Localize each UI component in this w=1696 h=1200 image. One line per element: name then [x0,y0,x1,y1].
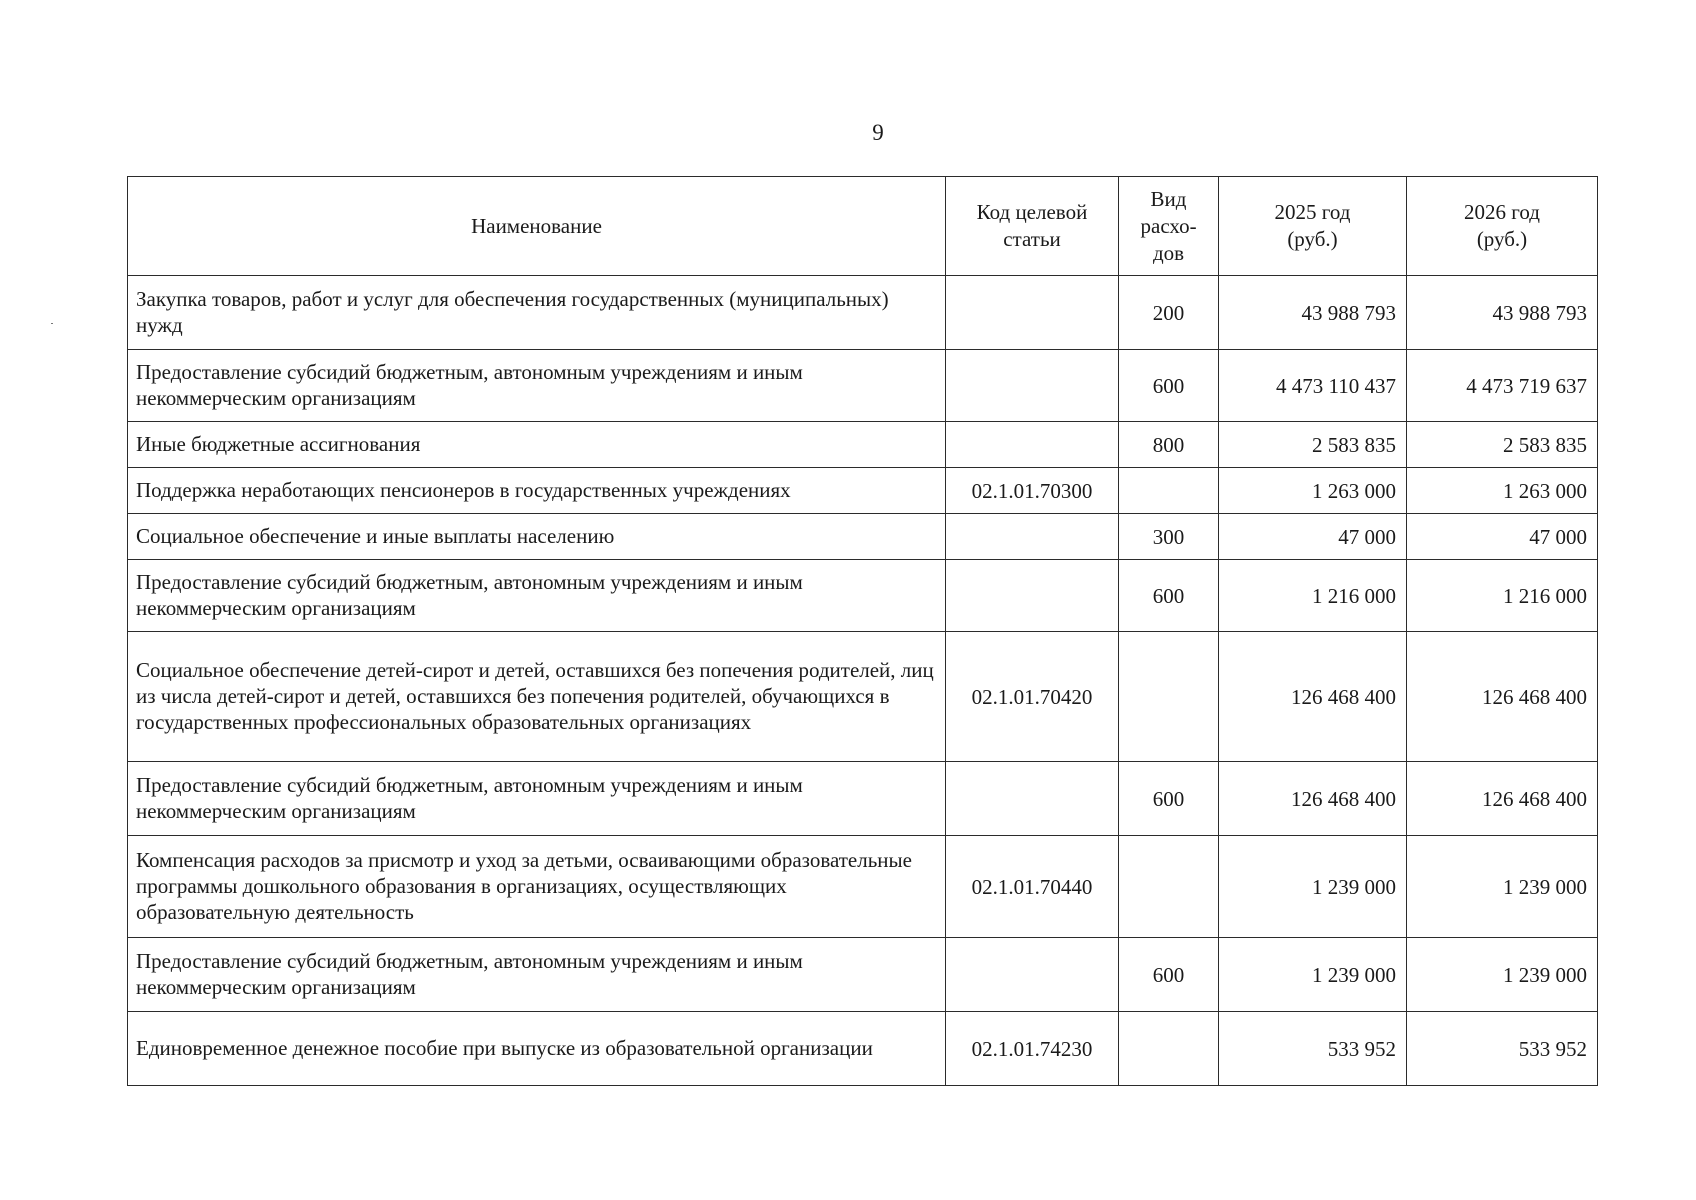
row-amount-2026: 533 952 [1407,1012,1598,1086]
row-amount-2026: 2 583 835 [1407,422,1598,468]
header-code [946,177,1119,276]
table-row [128,422,1598,468]
row-name: Предоставление субсидий бюджетным, автономным учреждениям и иным некоммерческим организациям [128,938,946,1012]
row-name: Предоставление субсидий бюджетным, автономным учреждениям и иным некоммерческим организациям [128,350,946,422]
row-amount-2025: 126 468 400 [1219,632,1407,762]
row-code [946,938,1119,1012]
row-amount-2025: 1 239 000 [1219,938,1407,1012]
row-kind: 800 [1119,422,1219,468]
row-amount-2025: 126 468 400 [1219,762,1407,836]
row-amount-2026: 43 988 793 [1407,276,1598,350]
row-name: Иные бюджетные ассигнования [128,422,946,468]
row-code: 02.1.01.74230 [946,1012,1119,1086]
table-row [128,350,1598,422]
row-kind: 600 [1119,762,1219,836]
row-amount-2026: 126 468 400 [1407,762,1598,836]
table-row [128,514,1598,560]
row-code: 02.1.01.70420 [946,632,1119,762]
table-row [128,938,1598,1012]
row-code: 02.1.01.70300 [946,468,1119,514]
row-amount-2026: 1 216 000 [1407,560,1598,632]
table-row [128,836,1598,938]
row-name: Компенсация расходов за присмотр и уход за детьми, осваивающими образовательные программы дошкольного образования в организациях, осуществляющих образовательную деятельность [128,836,946,938]
row-kind [1119,836,1219,938]
row-code [946,560,1119,632]
table-row [128,276,1598,350]
row-code [946,350,1119,422]
row-name: Предоставление субсидий бюджетным, автономным учреждениям и иным некоммерческим организациям [128,560,946,632]
row-amount-2025: 47 000 [1219,514,1407,560]
row-amount-2025: 1 216 000 [1219,560,1407,632]
table-header-row [128,177,1598,276]
row-name: Закупка товаров, работ и услуг для обеспечения государственных (муниципальных) нужд [128,276,946,350]
budget-table [127,176,1598,1086]
header-name: Наименование [128,177,946,276]
row-amount-2026: 1 239 000 [1407,938,1598,1012]
row-amount-2026: 1 239 000 [1407,836,1598,938]
table-row [128,560,1598,632]
header-year-2026 [1407,177,1598,276]
row-code [946,514,1119,560]
row-kind [1119,1012,1219,1086]
row-amount-2025: 1 239 000 [1219,836,1407,938]
header-year-2025 [1219,177,1407,276]
row-kind: 600 [1119,350,1219,422]
header-kind [1119,177,1219,276]
row-name: Социальное обеспечение и иные выплаты населению [128,514,946,560]
row-code: 02.1.01.70440 [946,836,1119,938]
row-name: Единовременное денежное пособие при выпуске из образовательной организации [128,1012,946,1086]
row-amount-2026: 4 473 719 637 [1407,350,1598,422]
row-amount-2025: 4 473 110 437 [1219,350,1407,422]
header-year-2025-label: 2025 год (руб.) [1274,200,1351,251]
row-name: Поддержка неработающих пенсионеров в государственных учреждениях [128,468,946,514]
row-kind: 300 [1119,514,1219,560]
row-amount-2025: 43 988 793 [1219,276,1407,350]
header-kind-label: Вид расхо-дов [1140,186,1197,265]
row-kind: 600 [1119,938,1219,1012]
table-row [128,1012,1598,1086]
table-row [128,762,1598,836]
header-year-2026-label: 2026 год (руб.) [1464,200,1540,251]
row-amount-2025: 533 952 [1219,1012,1407,1086]
row-kind: 600 [1119,560,1219,632]
header-code-label: Код целевой статьи [976,200,1088,251]
row-code [946,422,1119,468]
row-kind [1119,468,1219,514]
row-amount-2026: 47 000 [1407,514,1598,560]
row-amount-2025: 1 263 000 [1219,468,1407,514]
page-number: 9 [872,120,884,145]
row-kind: 200 [1119,276,1219,350]
table-row [128,468,1598,514]
row-amount-2026: 126 468 400 [1407,632,1598,762]
row-code [946,276,1119,350]
row-amount-2025: 2 583 835 [1219,422,1407,468]
row-code [946,762,1119,836]
scan-speck [51,323,53,324]
row-name: Социальное обеспечение детей-сирот и детей, оставшихся без попечения родителей, лиц из числа детей-сирот и детей, оставшихся без попечения родителей, обучающихся в государственных профессиональных образовательных организациях [128,632,946,762]
row-name: Предоставление субсидий бюджетным, автономным учреждениям и иным некоммерческим организациям [128,762,946,836]
row-amount-2026: 1 263 000 [1407,468,1598,514]
row-kind [1119,632,1219,762]
table-row [128,632,1598,762]
